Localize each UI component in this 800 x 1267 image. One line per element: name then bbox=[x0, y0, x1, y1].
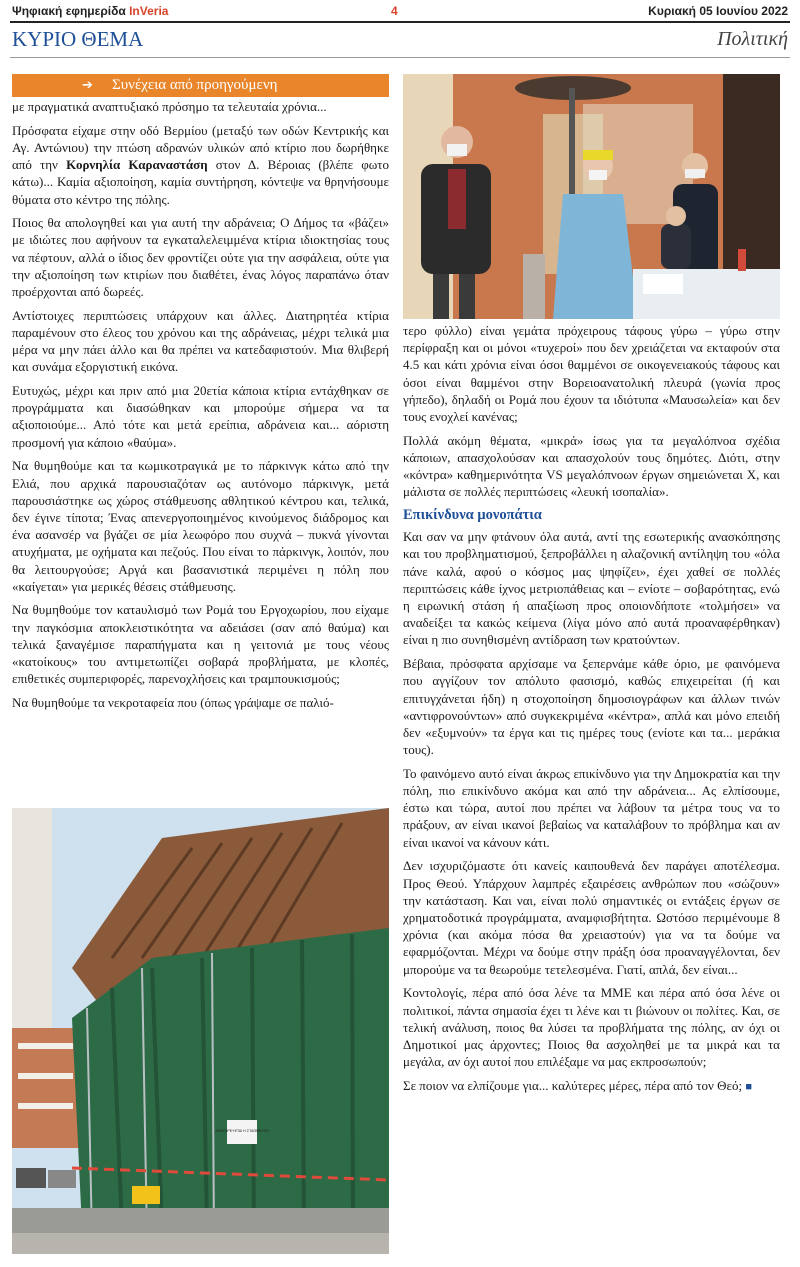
paragraph: Κοντολογίς, πέρα από όσα λένε τα ΜΜΕ και πέρα από όσα λένε οι πολιτικοί, πάντα σημασία έχει τι λένε και τι βιώνουν οι πολίτες. Και, σε τελική ανάλυση, ποιος θα λύσει τα προβλήματα της πόλης, αν όχι οι Δημοτικοί μας άρχοντες; Ποιος θα ασχοληθεί με τα μικρά και τα μεγάλα, αν όχι αυτοί που επιλέξαμε να μας εκπροσωπούν; bbox=[403, 985, 780, 1070]
paragraph: Ποιος θα απολογηθεί και για αυτή την αδράνεια; Ο Δήμος τα «βάζει» με ιδιώτες που αφήνουν τα εγκαταλελειμμένα κτίρια ιδιοκτησίας τους να πέφτουν, αλλά ο ίδιος δεν φροντίζει ούτε για την ασφάλεια, ούτε για την αξιοποίηση των κτιρίων που διαθέτει, ένας λόγος παραπάνω όταν προέρχονται από δωρεές. bbox=[12, 215, 389, 300]
publication-name: Ψηφιακή εφημερίδα InVeria bbox=[12, 4, 169, 18]
paragraph: Να θυμηθούμε και τα κωμικοτραγικά με το πάρκινγκ κάτω από την Ελιά, που αρχικά παρουσιαζόταν ως αυτόνομο πάρκινγκ, μετά παρουσιάστηκε ως χώρος στάθμευσης αθλητικού κέντρου και, τελικά, δεν έγινε τίποτα; Ένας απενεργοποιημένος κινούμενος διάδρομος και ένα ασανσέρ να βγάζει σε μία λεωφόρο που συχνά – πυκνά γίνονται ατυχήματα, με οχήματα και πεζούς. Που είναι το πάρκινγκ, λοιπόν, που θα λειτουργούσε; Αργά και βασανιστικά περιμένει η πόλη που «καίγεται» για μερικές θέσεις στάθμευσης. bbox=[12, 458, 389, 594]
header-rule bbox=[10, 21, 790, 23]
subheading: Επικίνδυνα μονοπάτια bbox=[403, 507, 542, 524]
brand-name: InVeria bbox=[129, 4, 169, 18]
paragraph: Πρόσφατα είχαμε στην οδό Βερμίου (μεταξύ των οδών Κεντρικής και Αγ. Αντώνιου) την πτώση αδρανών υλικών από κτίριο που δωρήθηκε από την Κορνηλία Καραναστάση στον Δ. Βέροιας (βλέπε φωτο κάτω)... Καμία αξιοποίηση, καμία συντήρηση, κόντεψε να θρηνήσουμε θύματα στο κέντρο της πόλης. bbox=[12, 122, 389, 207]
photo-building-scaffolding bbox=[12, 808, 389, 1254]
end-of-article-icon: ■ bbox=[745, 1080, 753, 1093]
article-column-right bbox=[403, 322, 780, 1103]
testing-booth-illustration bbox=[403, 74, 780, 319]
issue-date: Κυριακή 05 Ιουνίου 2022 bbox=[648, 4, 788, 18]
page-number: 4 bbox=[391, 4, 398, 18]
section-title: ΚΥΡΙΟ ΘΕΜΑ bbox=[12, 27, 144, 51]
paragraph: Σε ποιον να ελπίζουμε για... καλύτερες μέρες, πέρα από τον Θεό; ■ bbox=[403, 1077, 753, 1093]
continuation-label: Συνέχεια από προηγούμενη bbox=[112, 77, 278, 93]
paragraph: Βέβαια, πρόσφατα αρχίσαμε να ξεπερνάμε κάθε όριο, με φαινόμενα που αγγίζουν τον απόλυτο φασισμό, καθώς επιχειρείται (ή και επιτυγχάνεται ήδη) η στοχοποίηση δημοσιογράφων και άλλων τινών «αντιφρονούντων» από συγκεκριμένα «κέντρα», απλά και μόνο επειδή δεν «εξυμνούν» τα έργα και τις ημέρες τους (ενίοτε και τα... μεράκια τους). bbox=[403, 656, 780, 758]
paragraph: Να θυμηθούμε τα νεκροταφεία που (όπως γράψαμε σε παλιό- bbox=[12, 695, 334, 710]
section-rule bbox=[10, 57, 790, 58]
no-parking-sign: ΑΠΑΓΟΡΕΥΕΤΑΙ Η ΣΤΑΘΜΕΥΣΗ bbox=[215, 1129, 269, 1133]
building-scaffolding-illustration bbox=[12, 808, 389, 1254]
masthead-bar bbox=[12, 4, 788, 20]
continuation-bar bbox=[12, 74, 389, 97]
paragraph: Να θυμηθούμε τον κατaυλισμό των Ρομά του Εργοχωρίου, που είχαμε την παγκόσμια αποκλειστικότητα να αδειάσει (σαν από θαύμα) και τελικά ξαναγέμισε παραπήγματα και η γειτονιά με τους νέους «κατοίκους» του αντιμετωπίζει σοβαρά προβλήματα, με κλοπές, επιθετικές συμπεριφορές, παρενοχλήσεις και τραμπουκισμούς; bbox=[12, 602, 389, 687]
person-name: Κορνηλία Καραναστάση bbox=[66, 157, 208, 173]
paragraph: Δεν ισχυριζόμαστε ότι κανείς καιπουθενά δεν παράγει αποτέλεσμα. Προς Θεού. Υπάρχουν λαμπρές εξαιρέσεις ανθρώπων που «σώζουν» την κατάσταση. Και ναι, είναι πολύ σημαντικές οι εντάξεις έργων σε χρηματοδοτικά προγράμματα, αναμφισβήτητα. Ωστόσο περιμένουμε 8 χρόνια (και ακόμα πόσα θα χρειαστούν) για να τα δούμε να εφαρμόζονται. Μέχρι να δούμε στην πράξη όσα προαναγγέλονται, δεν μπορούμε να τα θεωρούμε τετελεσμένα. Γιατί, απλά, δεν είναι... bbox=[403, 858, 780, 977]
paragraph: Αντίστοιχες περιπτώσεις υπάρχουν και άλλες. Διατηρητέα κτίρια παραμένουν στο έλεος του χρόνου και της αδράνειας, μέχρι τελικά μια μέρα να μην πάει άλλο και θα πρέπει να κατεδαφιστούν. Μια θλιβερή και συνάμα εξοργιστική εικόνα. bbox=[12, 307, 389, 375]
paragraph: Το φαινόμενο αυτό είναι άκρως επικίνδυνο για την Δημοκρατία και την πόλη, πιο επικίνδυνο ακόμα και από την αδράνεια... Ας ελπίσουμε, έστω και τώρα, αυτοί που πρέπει να λάβουν τα μέτρα τους να το πράξουν, αν είναι ικανοί βεβαίως να καταλάβουν το πρόβλημα και αν είναι ικανοί να κάνουν κάτι. bbox=[403, 765, 780, 850]
paragraph: Πολλά ακόμη θέματα, «μικρά» ίσως για τα μεγαλόπνοα σχέδια κάποιων, απασχολούσαν και απασχολούν τους δημότες. Διότι, στην «κόντρα» καθημερινότητα VS μεγαλόπνοων έργων σημειώνεται Χ, και μάλιστα σε πολλές περιπτώσεις «λευκή ισοπαλία». bbox=[403, 432, 780, 500]
category-label: Πολιτική bbox=[717, 28, 788, 50]
paragraph: Και σαν να μην φτάνουν όλα αυτά, αντί της εσωτερικής ανασκόπησης και του προβληματισμού, ξεπροβάλλει η αλαζονική αντίληψη του «όλα πάνε καλά, αφού ο κόσμος μας ψηφίζει», έχει χαθεί σε πολλές περιπτώσεις κάθε ίχνος μετριοπάθειας και – ενίοτε – σοβαρότητας, ενώ η ειρωνική στάση ή απαξίωση προς οποιονδήποτε «τολμήσει» να αναδείξει τα κακώς κείμενα (λίγα μόνο από αυτά προαναφέρθηκαν) είναι η πιο συνηθισμένη αντίδραση των κρατούντων. bbox=[403, 529, 780, 648]
paragraph: με πραγματικά αναπτυξιακό πρόσημο τα τελευταία χρόνια... bbox=[12, 99, 327, 114]
article-column-left bbox=[12, 98, 389, 718]
arrow-right-icon: ➔ bbox=[82, 78, 93, 93]
paragraph: τερο φύλλο) είναι γεμάτα πρόχειρους τάφους γύρω – γύρω στην περίφραξη και οι μόνοι «τυχεροί» που δεν χρειάζεται να εκταφούν στα 4.5 και κάτι χρόνια είναι όσοι θαμμένοι σε οικογενειακούς τάφους και όσοι είναι θαμμένοι στην Βορειοανατολική πλευρά (γωνία προς γήπεδο), δηλαδή οι Ρομά που έχουν τα ιδιότυπα «Μαυσωλεία» και δεν τους ενοχλεί κανένας; bbox=[403, 323, 780, 425]
photo-testing-booth bbox=[403, 74, 780, 319]
paragraph: Ευτυχώς, μέχρι και πριν από μια 20ετία κάποια κτίρια εντάχθηκαν σε προγράμματα και διασώθηκαν και μπορούμε σήμερα να τα αξιοποιούμε... Από τότε και μετά ερείπια, αδράνεια και... αόριστη προσμονή για κάποιο «θαύμα». bbox=[12, 383, 389, 450]
